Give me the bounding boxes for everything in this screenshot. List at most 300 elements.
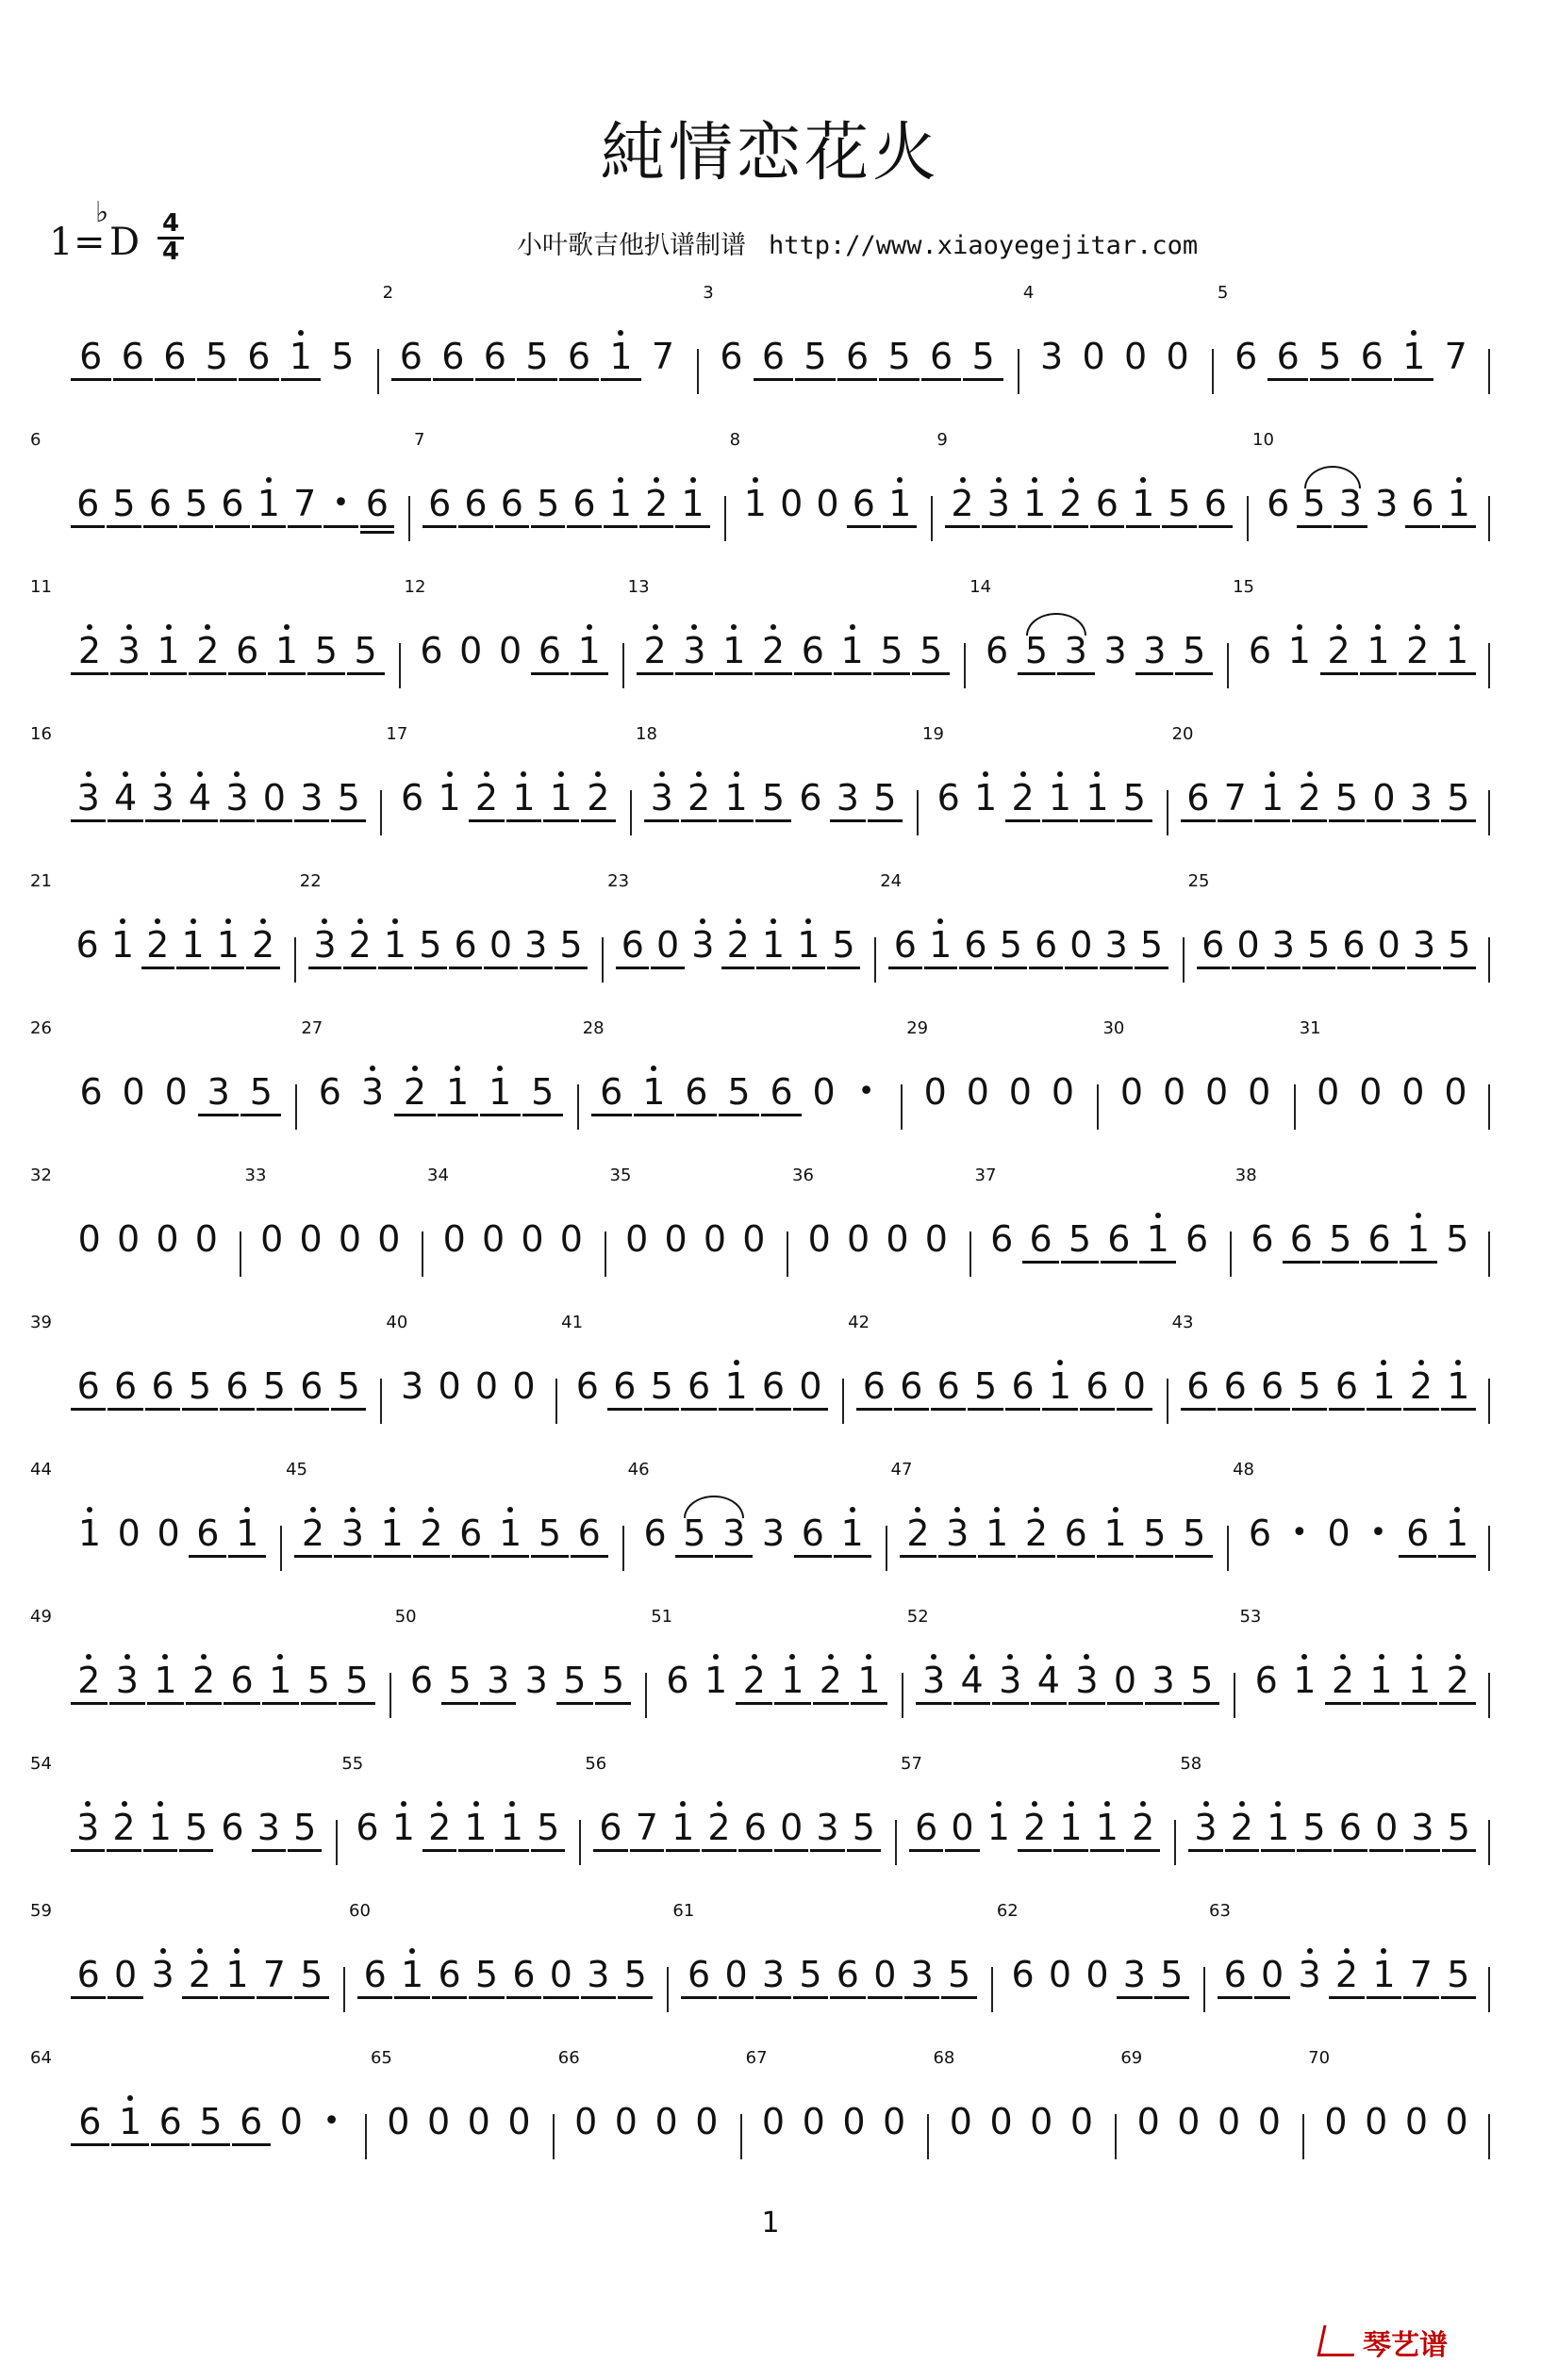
eighth-underline xyxy=(754,378,794,381)
octave-dot xyxy=(191,918,196,924)
note-digit: • xyxy=(857,1075,875,1108)
note xyxy=(1246,1486,1274,1571)
note-digit: 1 xyxy=(110,924,135,966)
note-digit: 3 xyxy=(1122,1954,1146,1995)
eighth-underline xyxy=(531,1555,569,1558)
note-digit: 6 xyxy=(1201,924,1225,966)
note xyxy=(186,1927,214,2012)
eighth-underline xyxy=(257,1996,291,1999)
note xyxy=(149,751,177,835)
note xyxy=(74,1780,102,1865)
note xyxy=(290,1780,319,1865)
note xyxy=(74,456,102,541)
note xyxy=(759,1339,787,1424)
eighth-underline xyxy=(228,1555,266,1558)
note-digit: 1 xyxy=(498,1512,522,1554)
note xyxy=(958,1633,986,1718)
note-digit: 0 xyxy=(816,483,839,524)
note-digit: 5 xyxy=(293,1807,317,1848)
note xyxy=(1258,751,1286,835)
note xyxy=(75,1633,103,1718)
note-digit: 2 xyxy=(1059,483,1083,524)
barline xyxy=(895,1820,897,1865)
octave-dot xyxy=(412,1066,418,1071)
note xyxy=(547,1927,575,2012)
note xyxy=(886,309,914,394)
measure-number: 15 xyxy=(1233,577,1254,597)
note xyxy=(273,603,301,688)
barline xyxy=(927,2114,929,2159)
note-digit: 5 xyxy=(185,1807,208,1848)
note xyxy=(599,1633,627,1718)
note xyxy=(1325,603,1353,688)
note xyxy=(77,1045,106,1130)
eighth-underline xyxy=(1022,1261,1059,1264)
note-digit: 0 xyxy=(338,1218,362,1260)
note-digit: 1 xyxy=(1095,1807,1118,1848)
note xyxy=(802,309,830,394)
note xyxy=(318,2074,346,2159)
note xyxy=(398,751,426,835)
octave-dot xyxy=(653,624,658,630)
octave-dot xyxy=(401,1801,406,1807)
eighth-underline xyxy=(888,967,921,969)
note xyxy=(1022,1486,1051,1571)
note xyxy=(961,898,989,983)
note-digit: 0 xyxy=(949,2101,972,2142)
eighth-underline xyxy=(224,1702,260,1705)
note-digit: 6 xyxy=(990,1218,1014,1260)
eighth-underline xyxy=(1005,1408,1040,1411)
note-digit: • xyxy=(1290,1516,1308,1549)
note xyxy=(157,2074,185,2159)
note xyxy=(1174,2074,1202,2159)
eighth-underline xyxy=(357,1996,392,1999)
eighth-underline xyxy=(520,967,553,969)
note xyxy=(223,1927,251,2012)
measure-number: 9 xyxy=(936,430,948,450)
note xyxy=(814,1780,842,1865)
octave-dot xyxy=(1307,771,1313,777)
note-digit: 6 xyxy=(230,1660,254,1701)
note xyxy=(1296,751,1324,835)
note xyxy=(1062,1486,1090,1571)
octave-dot xyxy=(1455,1654,1461,1660)
note-digit: 0 xyxy=(512,1365,536,1407)
eighth-underline xyxy=(761,1114,802,1116)
note-digit: 6 xyxy=(688,1365,711,1407)
note xyxy=(720,603,748,688)
note xyxy=(653,2074,681,2159)
note-digit: 5 xyxy=(948,1954,971,1995)
octave-dot xyxy=(734,771,739,777)
note xyxy=(799,1486,827,1571)
note-digit: 6 xyxy=(936,1365,960,1407)
eighth-underline xyxy=(634,1114,674,1116)
eighth-underline xyxy=(458,1849,492,1852)
eighth-underline xyxy=(1188,1849,1222,1852)
eighth-underline xyxy=(959,967,992,969)
note-digit: 1 xyxy=(1445,1512,1469,1554)
eighth-underline xyxy=(675,525,709,528)
note xyxy=(472,1339,501,1424)
note xyxy=(1409,1780,1437,1865)
note-digit: 6 xyxy=(76,483,100,524)
eighth-underline xyxy=(571,1555,608,1558)
octave-dot xyxy=(284,624,290,630)
note-digit: 2 xyxy=(951,483,974,524)
note-digit: 6 xyxy=(114,1365,138,1407)
eighth-underline xyxy=(945,1849,979,1852)
measure-number: 38 xyxy=(1234,1165,1257,1185)
eighth-underline xyxy=(432,1996,467,1999)
eighth-underline xyxy=(1117,1408,1152,1411)
note-digit: 0 xyxy=(1082,336,1105,377)
note xyxy=(648,1339,676,1424)
note-digit: 2 xyxy=(1409,1365,1433,1407)
eighth-underline xyxy=(1438,672,1476,675)
note-digit: 3 xyxy=(340,1512,364,1554)
note-digit: 3 xyxy=(1298,1954,1321,1995)
note-digit: 2 xyxy=(188,1954,212,1995)
note-digit: 0 xyxy=(574,2101,598,2142)
note-digit: 7 xyxy=(635,1807,658,1848)
note-digit: 7 xyxy=(1223,777,1247,818)
measure-number: 52 xyxy=(906,1607,929,1627)
note xyxy=(75,1486,104,1571)
eighth-underline xyxy=(909,1849,943,1852)
note-digit: 6 xyxy=(836,1954,859,1995)
note-digit: 0 xyxy=(1327,1512,1350,1554)
eighth-underline xyxy=(630,1849,664,1852)
measure-number: 2 xyxy=(382,283,394,303)
octave-dot xyxy=(124,1654,130,1660)
note xyxy=(912,1780,940,1865)
note xyxy=(1192,1780,1220,1865)
note-digit: 5 xyxy=(1160,1954,1184,1995)
note-digit: 5 xyxy=(1448,924,1471,966)
note xyxy=(1221,1927,1250,2012)
note xyxy=(1020,456,1049,541)
note xyxy=(571,456,599,541)
note xyxy=(1140,603,1168,688)
eighth-underline xyxy=(1080,1408,1115,1411)
note-digit: 0 xyxy=(1324,2101,1348,2142)
note-digit: 1 xyxy=(743,483,767,524)
note-digit: 6 xyxy=(1248,630,1272,671)
eighth-underline xyxy=(1042,819,1077,822)
measure-number: 43 xyxy=(1171,1313,1194,1332)
note xyxy=(358,1045,387,1130)
eighth-underline xyxy=(469,1996,504,1999)
note xyxy=(1066,1192,1094,1277)
note-digit: 5 xyxy=(300,1954,323,1995)
eighth-underline xyxy=(1069,1702,1105,1705)
note xyxy=(352,603,380,688)
note xyxy=(462,1780,490,1865)
note-digit: 0 xyxy=(1119,1071,1144,1113)
barline xyxy=(295,1084,297,1130)
note-digit: 0 xyxy=(873,1954,897,1995)
note-digit: 6 xyxy=(770,1071,793,1113)
note-digit: 6 xyxy=(936,777,960,818)
eighth-underline xyxy=(1369,1849,1403,1852)
eighth-underline xyxy=(475,378,516,381)
note xyxy=(1285,603,1314,688)
note-digit: 6 xyxy=(236,630,259,671)
octave-dot xyxy=(201,1654,207,1660)
eighth-underline xyxy=(506,819,541,822)
eighth-underline xyxy=(71,1996,106,1999)
note-digit: 1 xyxy=(1293,1660,1317,1701)
eighth-underline xyxy=(220,1996,255,1999)
eighth-underline xyxy=(1297,1849,1331,1852)
note-digit: 6 xyxy=(1276,336,1300,377)
note-digit: 5 xyxy=(852,1807,875,1848)
note xyxy=(416,898,444,983)
note xyxy=(985,1780,1013,1865)
note-digit: 3 xyxy=(1152,1660,1175,1701)
note xyxy=(945,1927,973,2012)
note xyxy=(1046,1927,1074,2012)
octave-dot xyxy=(1155,1213,1161,1218)
note-digit: 6 xyxy=(964,924,987,966)
note xyxy=(257,1192,286,1277)
eighth-underline xyxy=(71,2143,109,2146)
octave-dot xyxy=(752,1654,757,1660)
note xyxy=(233,1486,261,1571)
eighth-underline xyxy=(107,1849,141,1852)
eighth-underline xyxy=(912,672,950,675)
octave-dot xyxy=(160,1948,166,1954)
note-digit: 1 xyxy=(929,924,953,966)
note-digit: 6 xyxy=(893,924,917,966)
eighth-underline xyxy=(1442,1849,1476,1852)
note xyxy=(228,1633,257,1718)
note-digit: 6 xyxy=(1186,1365,1210,1407)
eighth-underline xyxy=(1117,819,1152,822)
note xyxy=(1444,1339,1472,1424)
note xyxy=(266,1633,294,1718)
note xyxy=(381,898,409,983)
octave-dot xyxy=(1379,1654,1384,1660)
barline xyxy=(964,643,966,688)
note xyxy=(685,751,713,835)
note-digit: 5 xyxy=(832,924,855,966)
note-digit: 0 xyxy=(703,1218,727,1260)
barline xyxy=(1167,1379,1168,1424)
note-digit: 6 xyxy=(743,1807,767,1848)
note xyxy=(219,1780,247,1865)
note-digit: 1 xyxy=(1048,1365,1072,1407)
measure-number: 12 xyxy=(404,577,426,597)
barline xyxy=(787,1231,788,1277)
note xyxy=(1135,2074,1163,2159)
barline xyxy=(1488,349,1490,394)
note xyxy=(1264,456,1292,541)
note-digit: 0 xyxy=(664,1218,688,1260)
eighth-underline xyxy=(1117,1996,1152,1999)
note xyxy=(196,2074,224,2159)
note-digit: 5 xyxy=(563,1660,587,1701)
octave-dot xyxy=(736,918,741,924)
note xyxy=(465,2074,493,2159)
note-digit: 3 xyxy=(360,1071,385,1113)
note-digit: 3 xyxy=(487,1660,510,1701)
note xyxy=(1444,1927,1472,2012)
note-digit: 1 xyxy=(1447,1365,1470,1407)
barline xyxy=(1488,496,1490,541)
note xyxy=(149,1339,177,1424)
note xyxy=(610,1339,638,1424)
note xyxy=(741,456,770,541)
eighth-underline xyxy=(197,378,238,381)
note-digit: 2 xyxy=(1334,1954,1359,1995)
note xyxy=(149,1927,177,2012)
note xyxy=(850,1780,878,1865)
note-digit: 0 xyxy=(614,2101,638,2142)
eighth-underline xyxy=(413,1555,451,1558)
eighth-underline xyxy=(1135,1555,1173,1558)
eighth-underline xyxy=(347,672,385,675)
eighth-underline xyxy=(810,1849,844,1852)
note-digit: 0 xyxy=(1261,1954,1284,1995)
note-digit: 7 xyxy=(1444,336,1467,377)
note-digit: 0 xyxy=(1113,1660,1137,1701)
eighth-underline xyxy=(531,1849,565,1852)
note xyxy=(153,1192,181,1277)
note xyxy=(1067,898,1095,983)
note-digit: 4 xyxy=(188,777,212,818)
note-digit: 3 xyxy=(1338,483,1362,524)
note-digit: • xyxy=(1369,1516,1387,1549)
eighth-underline xyxy=(1218,1408,1252,1411)
note-digit: 1 xyxy=(148,1807,172,1848)
eighth-underline xyxy=(143,1849,177,1852)
note xyxy=(1080,309,1108,394)
note-digit: 5 xyxy=(761,777,786,818)
eighth-underline xyxy=(847,525,881,528)
eighth-underline xyxy=(179,525,213,528)
octave-dot xyxy=(1336,624,1342,630)
barline xyxy=(1227,1526,1229,1571)
note xyxy=(1402,2074,1431,2159)
note-digit: 5 xyxy=(354,630,377,671)
note-digit: 0 xyxy=(780,1807,804,1848)
eighth-underline xyxy=(1145,1702,1182,1705)
note-digit: 0 xyxy=(625,1218,649,1260)
note xyxy=(935,1339,963,1424)
octave-dot xyxy=(996,1801,1002,1807)
note-digit: 5 xyxy=(337,1365,360,1407)
measure-number: 33 xyxy=(244,1165,267,1185)
octave-dot xyxy=(996,477,1002,483)
note-digit: 6 xyxy=(318,1071,341,1113)
eighth-underline xyxy=(239,378,279,381)
octave-dot xyxy=(1239,1801,1245,1807)
note xyxy=(1102,898,1131,983)
octave-dot xyxy=(587,624,592,630)
note-digit: 1 xyxy=(671,1807,695,1848)
eighth-underline xyxy=(900,1555,937,1558)
note xyxy=(903,1486,932,1571)
note-digit: 1 xyxy=(77,1512,101,1554)
note-digit: 3 xyxy=(910,1954,934,1995)
note-digit: 1 xyxy=(577,630,601,671)
eighth-underline xyxy=(1139,1261,1176,1264)
note-digit: 2 xyxy=(1132,1807,1155,1848)
eighth-underline xyxy=(837,378,878,381)
eighth-underline xyxy=(113,378,154,381)
measure-number: 24 xyxy=(880,871,903,891)
note xyxy=(384,2074,412,2159)
note-digit: 3 xyxy=(207,1071,230,1113)
note-digit: 6 xyxy=(1248,1512,1272,1554)
note-digit: 1 xyxy=(1445,630,1469,671)
note-digit: 5 xyxy=(538,1512,561,1554)
measure-number: 3 xyxy=(703,283,714,303)
note xyxy=(987,1192,1016,1277)
note-digit: 1 xyxy=(840,630,864,671)
note-digit: 5 xyxy=(205,336,228,377)
eighth-underline xyxy=(1018,672,1055,675)
note-digit: 0 xyxy=(507,2101,531,2142)
note xyxy=(1221,751,1250,835)
note-digit: 0 xyxy=(260,1218,284,1260)
note xyxy=(1410,898,1438,983)
eighth-underline xyxy=(495,1849,529,1852)
note xyxy=(1296,1927,1324,2012)
octave-dot xyxy=(87,624,92,630)
eighth-underline xyxy=(978,1555,1016,1558)
eighth-underline xyxy=(1405,1849,1439,1852)
octave-dot xyxy=(850,624,855,630)
note xyxy=(1102,603,1130,688)
eighth-underline xyxy=(607,1408,642,1411)
note-digit: 3 xyxy=(1104,924,1128,966)
note-digit: 6 xyxy=(900,1365,923,1407)
note-digit: 6 xyxy=(399,336,423,377)
note-digit: 0 xyxy=(1177,2101,1201,2142)
octave-dot xyxy=(225,918,231,924)
note xyxy=(496,603,524,688)
note xyxy=(1102,1486,1130,1571)
note-digit: 6 xyxy=(666,1660,689,1701)
octave-dot xyxy=(1069,477,1074,483)
barline xyxy=(294,937,296,983)
measure-number: 20 xyxy=(1171,724,1194,744)
eighth-underline xyxy=(736,1702,772,1705)
eighth-underline xyxy=(555,967,588,969)
note xyxy=(436,1339,464,1424)
eighth-underline xyxy=(618,1996,653,1999)
note xyxy=(297,751,325,835)
note xyxy=(522,898,550,983)
eighth-underline xyxy=(71,1702,108,1705)
note xyxy=(949,456,977,541)
note-digit: 3 xyxy=(1411,1807,1434,1848)
note-digit: 6 xyxy=(538,630,561,671)
note xyxy=(111,1927,140,2012)
note-digit: 0 xyxy=(1404,2101,1429,2142)
note xyxy=(1083,1927,1111,2012)
octave-dot xyxy=(770,918,776,924)
note-digit: 1 xyxy=(1372,1365,1396,1407)
note-digit: 6 xyxy=(363,1954,387,1995)
key-tonic-number: 1 xyxy=(49,221,74,264)
eighth-underline xyxy=(604,525,638,528)
note xyxy=(1444,751,1472,835)
